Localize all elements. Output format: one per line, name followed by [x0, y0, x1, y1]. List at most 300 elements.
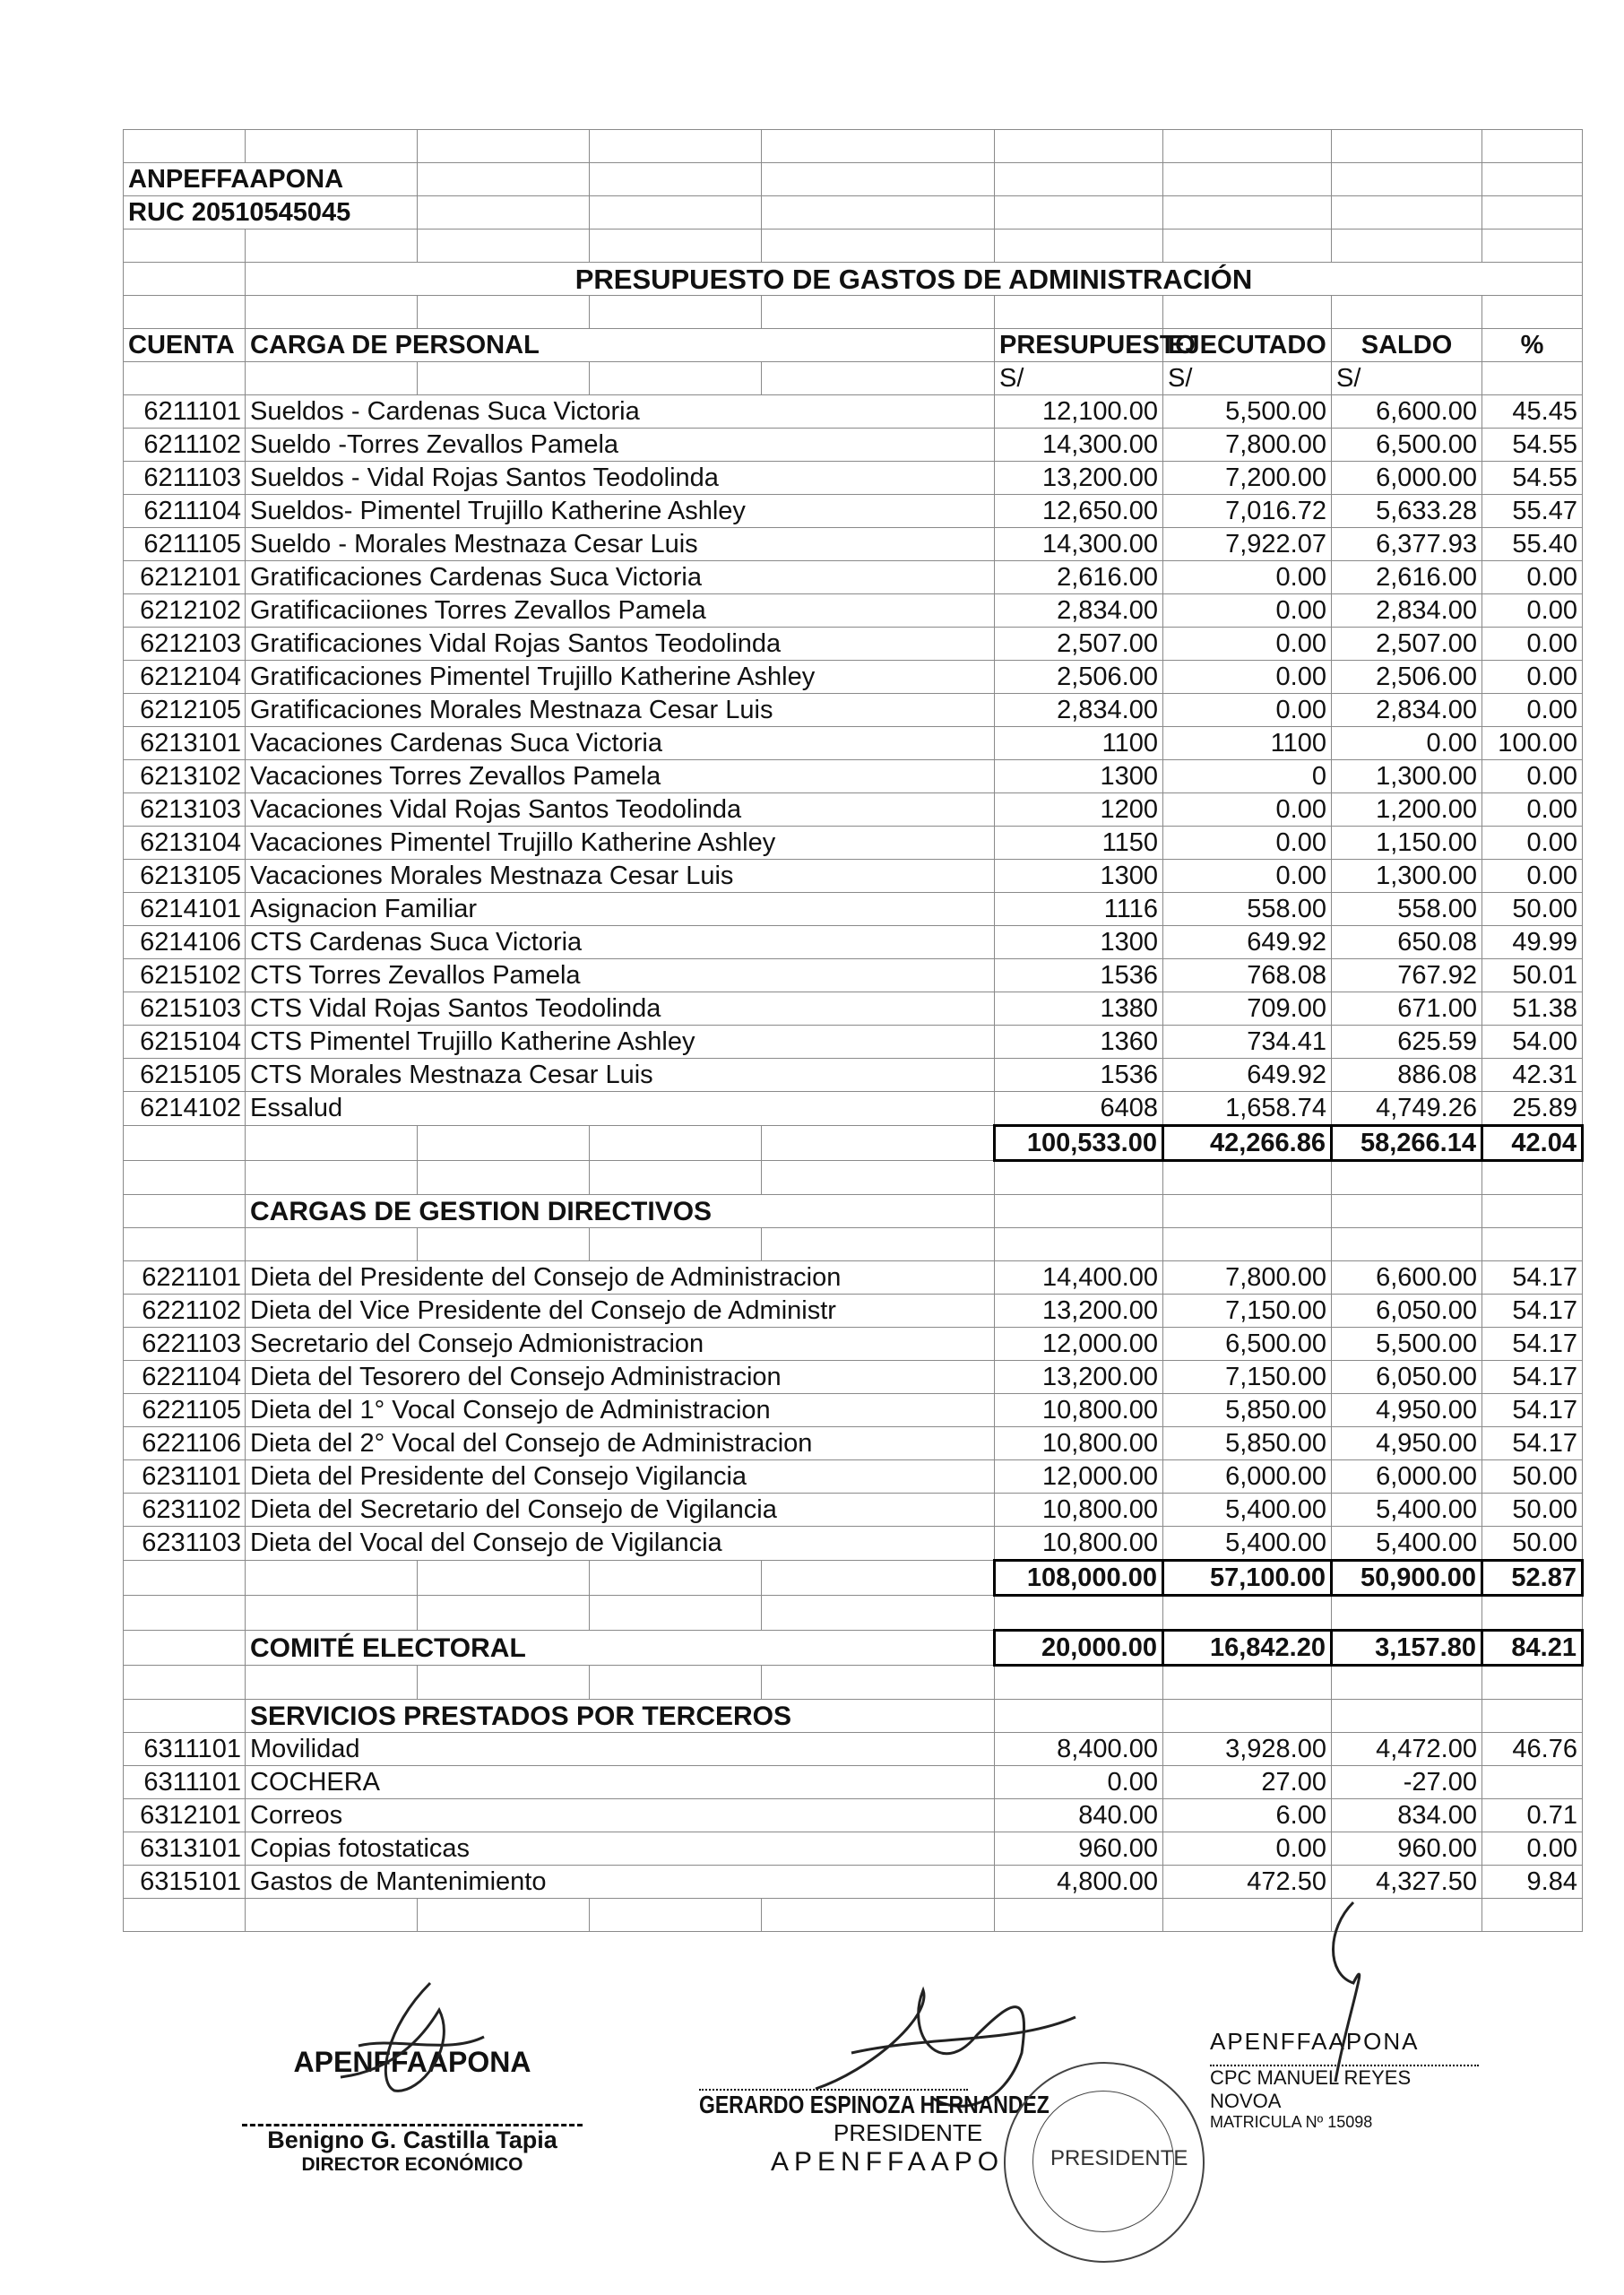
empty-cell	[1482, 130, 1583, 163]
table-row	[124, 992, 1583, 1026]
saldo-value: 6,000.00	[1332, 1460, 1482, 1494]
spacer-row	[124, 230, 1583, 263]
table-row	[124, 1026, 1583, 1059]
empty-cell	[590, 1899, 762, 1932]
ejecutado-value: 0	[1163, 760, 1332, 793]
presupuesto-value: 2,834.00	[995, 694, 1163, 727]
account-description: Dieta del Vice Presidente del Consejo de Administr	[246, 1295, 995, 1328]
empty-cell	[1332, 130, 1482, 163]
empty-cell	[124, 230, 246, 263]
empty-cell	[124, 1899, 246, 1932]
empty-cell	[995, 1161, 1163, 1195]
saldo-value: 2,506.00	[1332, 661, 1482, 694]
signature-right	[1210, 2028, 1479, 2132]
section-title: COMITÉ ELECTORAL	[246, 1631, 995, 1666]
empty-cell	[1332, 1700, 1482, 1733]
percent-value: 46.76	[1482, 1733, 1583, 1766]
empty-cell	[590, 1561, 762, 1596]
empty-cell	[246, 362, 418, 395]
presupuesto-value: 1300	[995, 926, 1163, 959]
presupuesto-value: 13,200.00	[995, 1295, 1163, 1328]
table-row	[124, 1494, 1583, 1527]
account-description: Vacaciones Torres Zevallos Pamela	[246, 760, 995, 793]
ejecutado-value: 7,016.72	[1163, 495, 1332, 528]
percent-value: 54.55	[1482, 462, 1583, 495]
ejecutado-value: 0.00	[1163, 661, 1332, 694]
empty-cell	[762, 362, 995, 395]
table-row	[124, 1261, 1583, 1295]
saldo-value: 5,400.00	[1332, 1494, 1482, 1527]
presupuesto-value: 1536	[995, 959, 1163, 992]
empty-cell	[1163, 296, 1332, 329]
table-row	[124, 760, 1583, 793]
empty-cell	[124, 362, 246, 395]
account-description: Dieta del Presidente del Consejo de Administracion	[246, 1261, 995, 1295]
ejecutado-value: 649.92	[1163, 1059, 1332, 1092]
percent-value: 50.00	[1482, 1527, 1583, 1561]
presupuesto-value: 4,800.00	[995, 1866, 1163, 1899]
empty-cell	[246, 1228, 418, 1261]
ejecutado-value: 1,658.74	[1163, 1092, 1332, 1126]
account-code: 6211104	[124, 495, 246, 528]
account-code: 6212104	[124, 661, 246, 694]
account-code: 6211101	[124, 395, 246, 429]
percent-value: 25.89	[1482, 1092, 1583, 1126]
spacer-row	[124, 1596, 1583, 1631]
ejecutado-value: 768.08	[1163, 959, 1332, 992]
account-code: 6312101	[124, 1799, 246, 1832]
ejecutado-value: 27.00	[1163, 1766, 1332, 1799]
table-row	[124, 1733, 1583, 1766]
right-name: CPC MANUEL REYES NOVOA	[1210, 2066, 1412, 2112]
empty-cell	[418, 196, 590, 230]
ejecutado-value: 5,400.00	[1163, 1527, 1332, 1561]
comite-row	[124, 1631, 1583, 1666]
empty-cell	[1163, 1228, 1332, 1261]
ejecutado-value: 0.00	[1163, 594, 1332, 628]
page-title: PRESUPUESTO DE GASTOS DE ADMINISTRACIÓN	[246, 263, 1583, 296]
account-description: Dieta del 2° Vocal del Consejo de Administracion	[246, 1427, 995, 1460]
presupuesto-value: 14,400.00	[995, 1261, 1163, 1295]
ejecutado-value: 0.00	[1163, 793, 1332, 827]
ejecutado-value: 5,850.00	[1163, 1394, 1332, 1427]
table-row	[124, 1527, 1583, 1561]
saldo-value: 2,616.00	[1332, 561, 1482, 594]
saldo-value: 4,472.00	[1332, 1733, 1482, 1766]
total-row	[124, 1561, 1583, 1596]
empty-cell	[1332, 1161, 1482, 1195]
empty-cell	[590, 1666, 762, 1700]
account-description: Movilidad	[246, 1733, 995, 1766]
empty-cell	[1482, 1666, 1583, 1700]
empty-cell	[590, 1161, 762, 1195]
table-row	[124, 395, 1583, 429]
empty-cell	[1163, 163, 1332, 196]
empty-cell	[590, 296, 762, 329]
ejecutado-value: 3,928.00	[1163, 1733, 1332, 1766]
saldo-value: 834.00	[1332, 1799, 1482, 1832]
column-header-section: CARGA DE PERSONAL	[246, 329, 995, 362]
table-row	[124, 1059, 1583, 1092]
presupuesto-value: 12,100.00	[995, 395, 1163, 429]
saldo-value: 767.92	[1332, 959, 1482, 992]
table-row	[124, 1799, 1583, 1832]
account-description: Asignacion Familiar	[246, 893, 995, 926]
seal-text: PRESIDENTE	[1050, 2146, 1188, 2170]
percent-value: 54.17	[1482, 1328, 1583, 1361]
empty-cell	[246, 1561, 418, 1596]
presupuesto-value: 1300	[995, 760, 1163, 793]
org-name: ANPEFFAAPONA	[124, 163, 418, 196]
empty-cell	[1163, 196, 1332, 230]
presupuesto-value: 2,834.00	[995, 594, 1163, 628]
ejecutado-value: 5,500.00	[1163, 395, 1332, 429]
ejecutado-value: 5,850.00	[1163, 1427, 1332, 1460]
percent-value: 45.45	[1482, 395, 1583, 429]
empty-cell	[246, 1596, 418, 1631]
spacer-row	[124, 296, 1583, 329]
table-row	[124, 959, 1583, 992]
total-row	[124, 1126, 1583, 1161]
percent-value: 0.00	[1482, 1832, 1583, 1866]
empty-cell	[246, 130, 418, 163]
account-code: 6211103	[124, 462, 246, 495]
account-description: Correos	[246, 1799, 995, 1832]
right-matricula: MATRICULA Nº 15098	[1210, 2113, 1373, 2131]
saldo-value: 1,200.00	[1332, 793, 1482, 827]
total-ejecutado: 57,100.00	[1163, 1561, 1332, 1596]
account-code: 6213105	[124, 860, 246, 893]
presupuesto-value: 14,300.00	[995, 528, 1163, 561]
spacer-row	[124, 1161, 1583, 1195]
spacer-row	[124, 1666, 1583, 1700]
empty-cell	[1482, 196, 1583, 230]
account-code: 6213102	[124, 760, 246, 793]
presupuesto-value: 10,800.00	[995, 1494, 1163, 1527]
empty-cell	[418, 296, 590, 329]
empty-cell	[124, 1596, 246, 1631]
empty-cell	[124, 1666, 246, 1700]
account-description: CTS Vidal Rojas Santos Teodolinda	[246, 992, 995, 1026]
empty-cell	[1332, 1195, 1482, 1228]
ejecutado-value: 0.00	[1163, 694, 1332, 727]
percent-value: 0.00	[1482, 661, 1583, 694]
section-title: CARGAS DE GESTION DIRECTIVOS	[246, 1195, 995, 1228]
table-row	[124, 893, 1583, 926]
account-description: CTS Pimentel Trujillo Katherine Ashley	[246, 1026, 995, 1059]
budget-table	[123, 129, 1584, 1932]
total-saldo: 3,157.80	[1332, 1631, 1482, 1666]
ejecutado-value: 7,800.00	[1163, 429, 1332, 462]
table-row	[124, 1394, 1583, 1427]
empty-cell	[1482, 230, 1583, 263]
saldo-value: 960.00	[1332, 1832, 1482, 1866]
ejecutado-value: 0.00	[1163, 1832, 1332, 1866]
empty-cell	[418, 1126, 590, 1161]
currency-label: S/	[1332, 362, 1482, 395]
account-description: Gratificaciones Vidal Rojas Santos Teodolinda	[246, 628, 995, 661]
ejecutado-value: 7,150.00	[1163, 1361, 1332, 1394]
total-percent: 52.87	[1482, 1561, 1583, 1596]
account-description: Essalud	[246, 1092, 995, 1126]
percent-value: 50.00	[1482, 893, 1583, 926]
account-code: 6221103	[124, 1328, 246, 1361]
circular-seal	[1004, 2062, 1205, 2263]
account-description: Dieta del Tesorero del Consejo Administracion	[246, 1361, 995, 1394]
percent-value: 9.84	[1482, 1866, 1583, 1899]
saldo-value: 1,300.00	[1332, 860, 1482, 893]
empty-cell	[418, 1666, 590, 1700]
percent-value: 51.38	[1482, 992, 1583, 1026]
table-row	[124, 860, 1583, 893]
saldo-value: 2,834.00	[1332, 694, 1482, 727]
empty-cell	[762, 1126, 995, 1161]
account-description: Gratificaciiones Torres Zevallos Pamela	[246, 594, 995, 628]
empty-cell	[590, 163, 762, 196]
empty-cell	[1482, 1195, 1583, 1228]
currency-row	[124, 362, 1583, 395]
left-name: Benigno G. Castilla Tapia	[267, 2126, 557, 2153]
table-row	[124, 429, 1583, 462]
empty-cell	[124, 130, 246, 163]
saldo-value: 4,950.00	[1332, 1427, 1482, 1460]
empty-cell	[124, 1161, 246, 1195]
presupuesto-value: 1100	[995, 727, 1163, 760]
percent-value: 0.00	[1482, 594, 1583, 628]
empty-cell	[995, 163, 1163, 196]
empty-cell	[762, 1666, 995, 1700]
percent-value	[1482, 1766, 1583, 1799]
empty-cell	[762, 1561, 995, 1596]
percent-value: 55.47	[1482, 495, 1583, 528]
empty-cell	[995, 1195, 1163, 1228]
table-row	[124, 926, 1583, 959]
saldo-value: 671.00	[1332, 992, 1482, 1026]
account-description: Dieta del Presidente del Consejo Vigilancia	[246, 1460, 995, 1494]
empty-cell	[1332, 163, 1482, 196]
account-code: 6214101	[124, 893, 246, 926]
empty-cell	[590, 362, 762, 395]
account-code: 6211102	[124, 429, 246, 462]
total-presupuesto: 20,000.00	[995, 1631, 1163, 1666]
empty-cell	[762, 1596, 995, 1631]
column-header-percent: %	[1482, 329, 1583, 362]
currency-label: S/	[995, 362, 1163, 395]
percent-value: 50.00	[1482, 1460, 1583, 1494]
table-row	[124, 1766, 1583, 1799]
right-org: APENFFAAPONA	[1210, 2028, 1420, 2055]
empty-cell	[995, 1666, 1163, 1700]
empty-cell	[762, 1899, 995, 1932]
empty-cell	[1332, 196, 1482, 230]
ejecutado-value: 7,800.00	[1163, 1261, 1332, 1295]
empty-cell	[1163, 1596, 1332, 1631]
percent-value: 0.00	[1482, 694, 1583, 727]
table-row	[124, 827, 1583, 860]
empty-cell	[762, 1161, 995, 1195]
account-code: 6212103	[124, 628, 246, 661]
empty-cell	[1482, 1700, 1583, 1733]
empty-cell	[418, 1228, 590, 1261]
percent-value: 54.00	[1482, 1026, 1583, 1059]
percent-value: 55.40	[1482, 528, 1583, 561]
column-header-row	[124, 329, 1583, 362]
empty-cell	[418, 1899, 590, 1932]
account-code: 6215105	[124, 1059, 246, 1092]
empty-cell	[1163, 130, 1332, 163]
left-org: APENFFAAPONA	[293, 2046, 531, 2078]
saldo-value: 6,600.00	[1332, 1261, 1482, 1295]
empty-cell	[1332, 1596, 1482, 1631]
account-description: Gratificaciones Pimentel Trujillo Katherine Ashley	[246, 661, 995, 694]
signature-left	[242, 2046, 583, 2176]
account-description: Dieta del Secretario del Consejo de Vigilancia	[246, 1494, 995, 1527]
account-code: 6214106	[124, 926, 246, 959]
empty-cell	[1482, 362, 1583, 395]
percent-value: 0.71	[1482, 1799, 1583, 1832]
account-code: 6212101	[124, 561, 246, 594]
account-description: Gratificaciones Cardenas Suca Victoria	[246, 561, 995, 594]
empty-cell	[590, 1228, 762, 1261]
table-row	[124, 495, 1583, 528]
percent-value: 50.01	[1482, 959, 1583, 992]
presupuesto-value: 1360	[995, 1026, 1163, 1059]
account-code: 6215102	[124, 959, 246, 992]
account-description: Gratificaciones Morales Mestnaza Cesar Luis	[246, 694, 995, 727]
ejecutado-value: 6.00	[1163, 1799, 1332, 1832]
table-row	[124, 462, 1583, 495]
account-code: 6212102	[124, 594, 246, 628]
table-row	[124, 561, 1583, 594]
account-description: Dieta del 1° Vocal Consejo de Administracion	[246, 1394, 995, 1427]
account-description: CTS Morales Mestnaza Cesar Luis	[246, 1059, 995, 1092]
empty-cell	[418, 1561, 590, 1596]
presupuesto-value: 840.00	[995, 1799, 1163, 1832]
empty-cell	[1482, 1899, 1583, 1932]
presupuesto-value: 10,800.00	[995, 1394, 1163, 1427]
presupuesto-value: 1200	[995, 793, 1163, 827]
table-row	[124, 1460, 1583, 1494]
account-description: Sueldo - Morales Mestnaza Cesar Luis	[246, 528, 995, 561]
empty-cell	[762, 196, 995, 230]
ejecutado-value: 6,500.00	[1163, 1328, 1332, 1361]
empty-cell	[590, 196, 762, 230]
empty-cell	[995, 296, 1163, 329]
empty-cell	[1332, 1228, 1482, 1261]
handwritten-signature-right	[1291, 1893, 1398, 2091]
saldo-value: 6,000.00	[1332, 462, 1482, 495]
percent-value: 100.00	[1482, 727, 1583, 760]
empty-cell	[995, 196, 1163, 230]
total-saldo: 50,900.00	[1332, 1561, 1482, 1596]
percent-value: 54.17	[1482, 1427, 1583, 1460]
column-header-cuenta: CUENTA	[124, 329, 246, 362]
empty-cell	[590, 1126, 762, 1161]
account-description: Sueldos - Cardenas Suca Victoria	[246, 395, 995, 429]
empty-cell	[418, 1161, 590, 1195]
section-title: SERVICIOS PRESTADOS POR TERCEROS	[246, 1700, 995, 1733]
empty-cell	[1163, 1161, 1332, 1195]
saldo-value: 650.08	[1332, 926, 1482, 959]
percent-value: 54.17	[1482, 1295, 1583, 1328]
percent-value: 0.00	[1482, 628, 1583, 661]
empty-cell	[1482, 296, 1583, 329]
left-role: DIRECTOR ECONÓMICO	[301, 2154, 523, 2175]
table-row	[124, 528, 1583, 561]
account-code: 6311101	[124, 1733, 246, 1766]
empty-cell	[246, 1666, 418, 1700]
empty-cell	[124, 296, 246, 329]
account-code: 6221106	[124, 1427, 246, 1460]
empty-cell	[1332, 1666, 1482, 1700]
saldo-value: 2,507.00	[1332, 628, 1482, 661]
table-row	[124, 694, 1583, 727]
account-description: CTS Cardenas Suca Victoria	[246, 926, 995, 959]
empty-cell	[1482, 163, 1583, 196]
saldo-value: 625.59	[1332, 1026, 1482, 1059]
account-code: 6311101	[124, 1766, 246, 1799]
column-header-saldo: SALDO	[1332, 329, 1482, 362]
account-description: Gastos de Mantenimiento	[246, 1866, 995, 1899]
empty-cell	[1163, 1666, 1332, 1700]
empty-cell	[590, 130, 762, 163]
empty-cell	[995, 1899, 1163, 1932]
account-code: 6213101	[124, 727, 246, 760]
saldo-value: -27.00	[1332, 1766, 1482, 1799]
empty-cell	[418, 163, 590, 196]
account-code: 6211105	[124, 528, 246, 561]
account-code: 6221102	[124, 1295, 246, 1328]
empty-cell	[995, 1700, 1163, 1733]
empty-cell	[418, 362, 590, 395]
empty-cell	[762, 296, 995, 329]
empty-cell	[995, 230, 1163, 263]
saldo-value: 4,327.50	[1332, 1866, 1482, 1899]
saldo-value: 4,749.26	[1332, 1092, 1482, 1126]
presupuesto-value: 1150	[995, 827, 1163, 860]
saldo-value: 6,050.00	[1332, 1295, 1482, 1328]
account-code: 6231103	[124, 1527, 246, 1561]
account-code: 6313101	[124, 1832, 246, 1866]
account-description: Dieta del Vocal del Consejo de Vigilancia	[246, 1527, 995, 1561]
percent-value: 42.31	[1482, 1059, 1583, 1092]
total-percent: 84.21	[1482, 1631, 1583, 1666]
currency-label: S/	[1163, 362, 1332, 395]
empty-cell	[995, 130, 1163, 163]
ejecutado-value: 0.00	[1163, 860, 1332, 893]
presupuesto-value: 10,800.00	[995, 1427, 1163, 1460]
saldo-value: 5,633.28	[1332, 495, 1482, 528]
empty-cell	[124, 1126, 246, 1161]
saldo-value: 886.08	[1332, 1059, 1482, 1092]
empty-cell	[1482, 1228, 1583, 1261]
empty-cell	[1332, 296, 1482, 329]
percent-value: 0.00	[1482, 760, 1583, 793]
total-ejecutado: 16,842.20	[1163, 1631, 1332, 1666]
column-header-presupuesto: PRESUPUESTO	[995, 329, 1163, 362]
presupuesto-value: 13,200.00	[995, 1361, 1163, 1394]
percent-value: 54.17	[1482, 1261, 1583, 1295]
empty-cell	[1163, 230, 1332, 263]
presupuesto-value: 1536	[995, 1059, 1163, 1092]
table-row	[124, 594, 1583, 628]
table-row	[124, 661, 1583, 694]
saldo-value: 2,834.00	[1332, 594, 1482, 628]
empty-cell	[246, 1899, 418, 1932]
header-row	[124, 196, 1583, 230]
ejecutado-value: 5,400.00	[1163, 1494, 1332, 1527]
ejecutado-value: 0.00	[1163, 561, 1332, 594]
